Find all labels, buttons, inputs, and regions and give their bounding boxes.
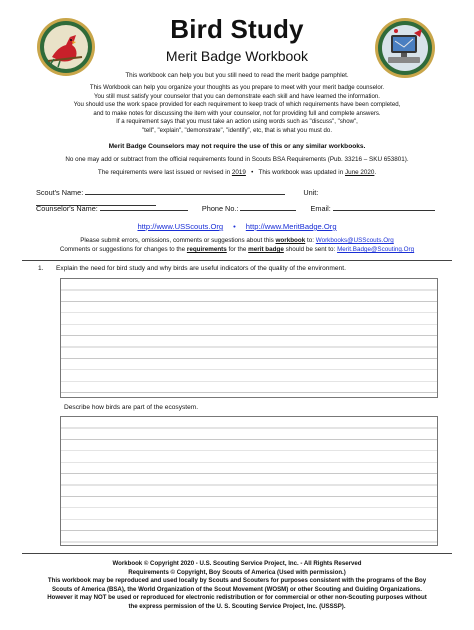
page-subtitle: Merit Badge Workbook (165, 48, 309, 64)
answer-area-2[interactable] (60, 416, 438, 546)
footer-divider (22, 553, 452, 554)
workbooks-email-link[interactable]: Workbooks@USScouts.Org (315, 237, 394, 244)
phone-field[interactable] (240, 202, 296, 211)
copyright-footer (0, 560, 474, 612)
footer-line: the express permission of the U. S. Scouting Service Project, Inc. (USSSP). (128, 602, 346, 610)
meritbadge-link[interactable]: http://www.MeritBadge.Org (245, 222, 337, 231)
revision-mid: • This workbook was updated in (245, 169, 345, 176)
feedback-text: Please submit errors, omissions, comments or suggestions about this (80, 237, 276, 244)
requirement-number: 1. (38, 265, 44, 272)
website-links (0, 222, 474, 231)
footer-line: This workbook may be reproduced and used locally by Scouts and Scouters for purposes consistent with the programs of the Boy (47, 577, 427, 585)
requirement-1 (38, 265, 346, 272)
counselor-info-row (36, 202, 440, 213)
feedback-text: to: (305, 237, 316, 244)
instructions-line: You should use the work space provided for each requirement to keep track of which requirements have been completed, (73, 101, 401, 109)
merit-badge-word: merit badge (248, 246, 284, 253)
instructions-line: You still must satisfy your counselor that you can demonstrate each skill and have learned the information. (94, 92, 380, 100)
meritbadge-email-link[interactable]: Merit.Badge@Scouting.Org (337, 246, 415, 253)
intro-text: This workbook can help you but you still need to read the merit badge pamphlet. (125, 72, 349, 79)
workbook-feedback-line (0, 236, 474, 245)
instructions-line: If a requirement says that you must take an action using words such as "discuss", "show", (116, 118, 358, 126)
footer-line: Workbook © Copyright 2020 - U.S. Scouting Service Project, Inc. - All Rights Reserved (112, 560, 362, 567)
revision-year: 2019 (231, 169, 246, 176)
feedback-text: for the (226, 246, 249, 253)
email-label: Email: (310, 204, 331, 213)
instructions-line: and to make notes for discussing the item with your counselor, not for providing full and complete answers. (93, 109, 381, 117)
workbook-word: workbook (275, 237, 306, 244)
unit-label: Unit: (303, 188, 319, 197)
revision-suffix: . (374, 169, 377, 176)
scout-name-label: Scout's Name: (36, 188, 84, 197)
instructions-line: "tell", "explain", "demonstrate", "identify", etc, that is what you must do. (141, 126, 333, 134)
link-separator: • (233, 222, 236, 231)
instructions-paragraph (40, 84, 434, 136)
requirements-feedback-line (0, 245, 474, 254)
counselor-name-label: Counselor's Name: (36, 204, 98, 213)
requirement-text: Explain the need for bird study and why birds are useful indicators of the quality of the environment. (56, 265, 346, 272)
official-requirements-note: No one may add or subtract from the official requirements found in Scouts BSA Requirements (Pub. 33216 – SKU 653801). (65, 156, 409, 163)
footer-line: Scouts of America (BSA), the World Organization of the Scout Movement (WOSM) or other Scouting and Guiding Organizations. (51, 585, 423, 593)
scout-name-field[interactable] (85, 186, 285, 195)
phone-label: Phone No.: (201, 204, 239, 213)
feedback-text: should be sent to: (283, 246, 338, 253)
requirements-revision-note (0, 169, 474, 176)
counselor-name-field[interactable] (100, 202, 188, 211)
section-divider (22, 260, 452, 261)
revision-prefix: The requirements were last issued or revised in (97, 169, 232, 176)
email-field[interactable] (333, 202, 435, 211)
instructions-line: This Workbook can help you organize your thoughts as you prepare to meet with your merit badge counselor. (89, 84, 385, 91)
feedback-text: Comments or suggestions for changes to the (59, 246, 187, 253)
updated-date: June 2020 (344, 169, 375, 176)
page-title: Bird Study (170, 14, 304, 44)
answer-area-1[interactable] (60, 278, 438, 398)
feedback-note (0, 236, 474, 254)
footer-line: However it may NOT be used or reproduced for electronic redistribution or for commercial or other non-Scouting purposes without (47, 594, 427, 602)
requirement-1-subprompt: Describe how birds are part of the ecosystem. (64, 404, 199, 411)
footer-line: Requirements © Copyright, Boy Scouts of America (Used with permission.) (128, 568, 346, 576)
usscouts-link[interactable]: http://www.USScouts.Org (137, 222, 224, 231)
requirements-word: requirements (186, 246, 227, 253)
counselor-note: Merit Badge Counselors may not require the use of this or any similar workbooks. (108, 143, 366, 150)
